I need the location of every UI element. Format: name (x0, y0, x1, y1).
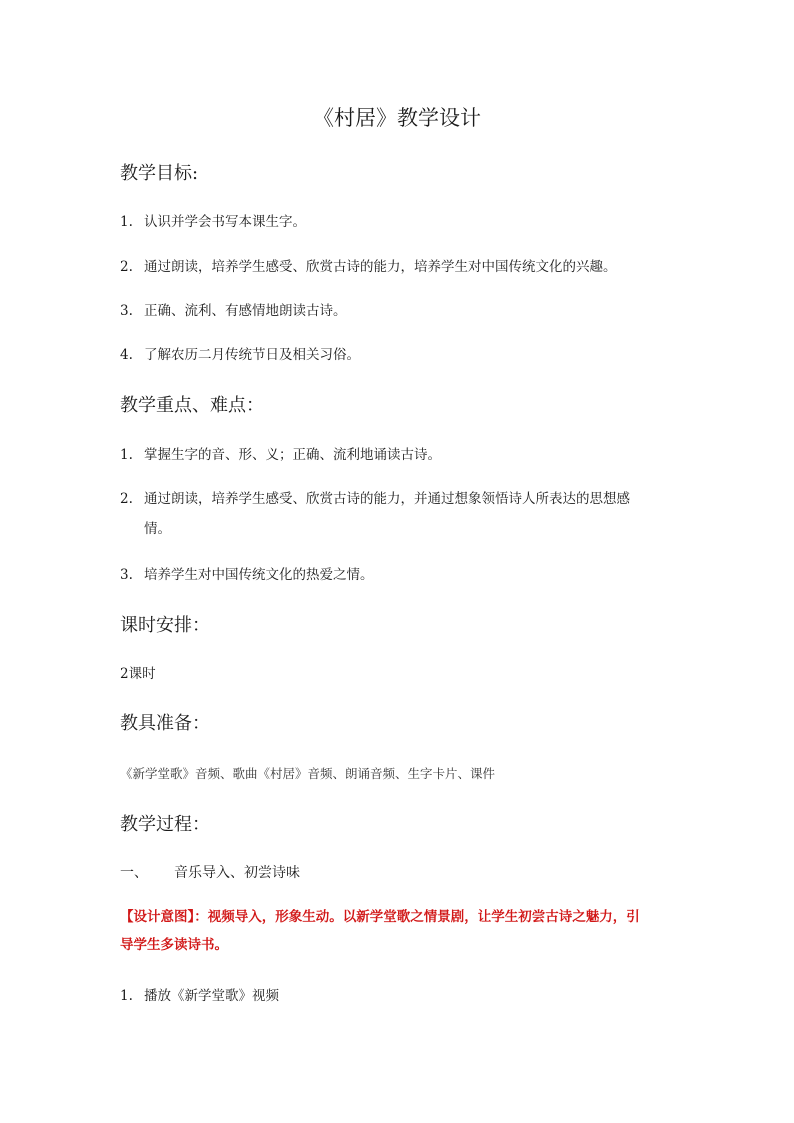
goal-item-1 (120, 211, 306, 233)
list-text: 播放《新学堂歌》视频 (144, 988, 279, 1004)
document-title: 《村居》教学设计 (313, 106, 481, 130)
design-intent (120, 903, 680, 959)
process-step-1 (120, 985, 279, 1007)
list-number: 1. (120, 988, 133, 1004)
process-heading: 教学过程： (120, 814, 210, 835)
list-text: 掌握生字的音、形、义；正确、流利地诵读古诗。 (144, 447, 441, 463)
section-number: 一、 (120, 865, 148, 881)
list-text: 认识并学会书写本课生字。 (144, 214, 306, 230)
list-number: 1. (120, 214, 133, 230)
list-number: 2. (120, 491, 133, 507)
goal-item-4 (120, 344, 360, 366)
list-number: 3. (120, 303, 133, 319)
keypoints-heading: 教学重点、难点： (120, 395, 264, 416)
keypoint-item-2-continuation: 情。 (144, 521, 171, 537)
section-title: 音乐导入、初尝诗味 (174, 865, 300, 881)
design-intent-line-2: 导学生多读诗书。 (120, 937, 228, 953)
list-number: 4. (120, 347, 133, 363)
process-section-1 (120, 862, 300, 884)
list-text: 通过朗读，培养学生感受、欣赏古诗的能力，并通过想象领悟诗人所表达的思想感 (144, 491, 630, 507)
schedule-heading: 课时安排： (120, 615, 210, 636)
materials-heading: 教具准备： (120, 713, 210, 734)
goals-heading: 教学目标: (120, 163, 199, 184)
keypoint-item-3 (120, 564, 374, 586)
list-text: 通过朗读，培养学生感受、欣赏古诗的能力，培养学生对中国传统文化的兴趣。 (144, 259, 617, 275)
schedule-text: 2课时 (120, 666, 156, 682)
list-number: 1. (120, 447, 133, 463)
list-text: 培养学生对中国传统文化的热爱之情。 (144, 567, 374, 583)
goal-item-2 (120, 256, 617, 278)
list-text: 了解农历二月传统节日及相关习俗。 (144, 347, 360, 363)
list-text: 正确、流利、有感情地朗读古诗。 (144, 303, 347, 319)
keypoint-item-1 (120, 444, 441, 466)
goal-item-3 (120, 300, 347, 322)
keypoint-item-2 (120, 488, 630, 510)
materials-text: 《新学堂歌》音频、歌曲《村居》音频、朗诵音频、生字卡片、课件 (120, 766, 496, 781)
list-number: 3. (120, 567, 133, 583)
list-number: 2. (120, 259, 133, 275)
design-intent-line-1: 【设计意图】：视频导入，形象生动。以新学堂歌之情景剧，让学生初尝古诗之魅力，引 (120, 909, 640, 925)
